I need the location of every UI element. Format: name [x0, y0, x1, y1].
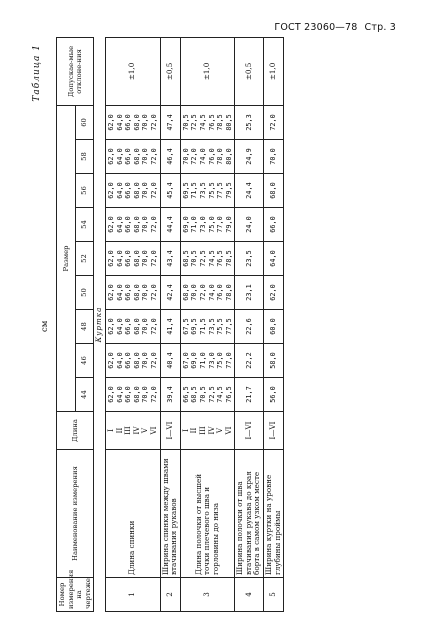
col-length: Длина — [57, 412, 94, 450]
page-number: Стр. 3 — [364, 22, 396, 33]
length-label: IV — [131, 426, 141, 435]
value: 73,5 — [198, 182, 207, 199]
table-row — [235, 37, 264, 611]
value: 74,5 — [198, 114, 207, 131]
value: 64,0 — [115, 284, 124, 301]
value: 68,0 — [132, 284, 141, 301]
value-cell — [235, 208, 264, 242]
value: 39,4 — [165, 386, 174, 403]
value-cell — [235, 242, 264, 276]
value: 71,5 — [190, 182, 199, 199]
row-tolerance: ±0,5 — [235, 37, 264, 105]
value: 78,0 — [216, 148, 225, 165]
value: 72,5 — [207, 386, 216, 403]
value-cell — [160, 105, 180, 139]
value-cell — [264, 276, 284, 310]
value: 78,5 — [224, 250, 233, 267]
row-number: 2 — [160, 578, 180, 612]
value: 75,5 — [216, 318, 225, 335]
value: 79,0 — [224, 216, 233, 233]
value: 66,0 — [124, 114, 133, 131]
value-cell — [105, 105, 160, 139]
value: 24,4 — [244, 182, 253, 199]
value: 64,0 — [115, 182, 124, 199]
value: 72,0 — [149, 114, 158, 131]
table-row — [105, 37, 160, 611]
value-cell — [235, 174, 264, 208]
value-cell — [160, 140, 180, 174]
value: 68,0 — [132, 182, 141, 199]
value: 75,5 — [207, 182, 216, 199]
value: 66,0 — [124, 386, 133, 403]
value-cell — [235, 310, 264, 344]
value-cell — [105, 174, 160, 208]
table-row — [264, 37, 284, 611]
value-cell — [264, 378, 284, 412]
value: 64,0 — [115, 250, 124, 267]
value: 67,0 — [181, 352, 190, 369]
value: 76,0 — [216, 284, 225, 301]
value: 79,5 — [224, 182, 233, 199]
value: 71,5 — [198, 318, 207, 335]
col-size-44: 44 — [75, 378, 94, 412]
value: 74,5 — [207, 250, 216, 267]
value-cell — [180, 105, 235, 139]
value: 70,0 — [141, 386, 150, 403]
value-cell — [160, 174, 180, 208]
value: 72,0 — [198, 284, 207, 301]
table-label: Таблица 1 — [32, 44, 42, 102]
value: 73,0 — [198, 216, 207, 233]
col-size-54: 54 — [75, 208, 94, 242]
value: 58,0 — [269, 352, 278, 369]
value: 72,0 — [149, 284, 158, 301]
value: 66,0 — [124, 216, 133, 233]
value-cell — [105, 140, 160, 174]
value: 66,0 — [124, 352, 133, 369]
value-cell — [235, 344, 264, 378]
value: 64,0 — [115, 114, 124, 131]
value: 72,0 — [149, 216, 158, 233]
value: 62,0 — [106, 250, 115, 267]
value-cell — [235, 105, 264, 139]
value-cell — [160, 378, 180, 412]
col-size-50: 50 — [75, 276, 94, 310]
value: 76,5 — [216, 250, 225, 267]
length-label: VI — [223, 426, 233, 435]
length-label: II — [189, 427, 199, 434]
value: 70,0 — [141, 250, 150, 267]
value: 62,0 — [106, 148, 115, 165]
value: 62,0 — [106, 318, 115, 335]
value-cell — [105, 276, 160, 310]
value: 70,0 — [141, 352, 150, 369]
value: 64,0 — [115, 148, 124, 165]
value: 62,0 — [106, 182, 115, 199]
value: 68,0 — [132, 386, 141, 403]
value: 74,0 — [198, 148, 207, 165]
value: 76,0 — [207, 148, 216, 165]
value: 75,0 — [216, 352, 225, 369]
col-size-60: 60 — [75, 105, 94, 139]
value: 64,0 — [115, 216, 124, 233]
row-name: Ширина полочки от шва втачивания рукава до края борта в самом узком месте — [235, 450, 264, 578]
value: 71,0 — [190, 216, 199, 233]
length-label: V — [140, 427, 150, 434]
section-row — [94, 37, 106, 611]
value: 25,3 — [244, 114, 253, 131]
value-cell — [264, 344, 284, 378]
value: 22,6 — [244, 318, 253, 335]
value: 72,0 — [149, 318, 158, 335]
value-cell — [264, 140, 284, 174]
value: 43,4 — [165, 250, 174, 267]
value: 62,0 — [106, 352, 115, 369]
row-number: 5 — [264, 578, 284, 612]
value-cell — [264, 310, 284, 344]
value: 47,4 — [165, 114, 174, 131]
value: 66,0 — [124, 318, 133, 335]
value: 72,0 — [149, 352, 158, 369]
value: 80,5 — [224, 114, 233, 131]
value: 73,5 — [207, 318, 216, 335]
value: 70,0 — [141, 182, 150, 199]
col-size-48: 48 — [75, 310, 94, 344]
value: 23,5 — [244, 250, 253, 267]
table-row — [160, 37, 180, 611]
value: 73,0 — [207, 352, 216, 369]
value-cell — [160, 344, 180, 378]
value: 62,0 — [106, 386, 115, 403]
value-cell — [264, 208, 284, 242]
value: 78,0 — [224, 284, 233, 301]
value-cell — [180, 208, 235, 242]
length-label: II — [114, 427, 124, 434]
value: 24,0 — [244, 216, 253, 233]
value: 68,0 — [269, 182, 278, 199]
measurements-table — [56, 37, 284, 612]
page-header — [274, 22, 396, 33]
value: 68,0 — [132, 216, 141, 233]
value: 68,0 — [181, 284, 190, 301]
value: 80,0 — [224, 148, 233, 165]
value: 62,0 — [269, 284, 278, 301]
value: 76,5 — [224, 386, 233, 403]
value: 62,0 — [106, 114, 115, 131]
row-tolerance: ±1,0 — [105, 37, 160, 105]
value: 72,5 — [190, 114, 199, 131]
value: 66,0 — [124, 148, 133, 165]
value: 69,5 — [181, 182, 190, 199]
value: 70,0 — [269, 148, 278, 165]
value: 72,0 — [149, 148, 158, 165]
value-cell — [105, 310, 160, 344]
length-label: VI — [148, 426, 158, 435]
row-lengths — [105, 412, 160, 450]
value-cell — [160, 276, 180, 310]
value-cell — [180, 378, 235, 412]
row-number: 1 — [105, 578, 160, 612]
value-cell — [264, 105, 284, 139]
length-label: III — [123, 426, 133, 435]
value: 70,0 — [141, 216, 150, 233]
value: 68,0 — [132, 148, 141, 165]
row-name: Ширина спинки между швами втачивания рукавов — [160, 450, 180, 578]
value: 70,0 — [190, 284, 199, 301]
value: 75,0 — [207, 216, 216, 233]
length-label: I — [180, 429, 190, 432]
value-cell — [160, 310, 180, 344]
col-number: Номер измерения на чертеже — [57, 578, 94, 612]
value-cell — [235, 276, 264, 310]
value: 72,0 — [269, 114, 278, 131]
value-cell — [264, 174, 284, 208]
value-cell — [160, 242, 180, 276]
value: 70,5 — [190, 250, 199, 267]
value: 46,4 — [165, 148, 174, 165]
value: 68,5 — [190, 386, 199, 403]
value: 69,0 — [190, 352, 199, 369]
gost-number: ГОСТ 23060—78 — [274, 22, 358, 33]
value-cell — [180, 344, 235, 378]
value: 22,2 — [244, 352, 253, 369]
row-number: 4 — [235, 578, 264, 612]
value: 68,0 — [132, 318, 141, 335]
row-lengths — [180, 412, 235, 450]
value-cell — [264, 242, 284, 276]
value: 77,5 — [216, 182, 225, 199]
row-name: Длина полочки от высшей точки плечевого шва и горловины до низа — [180, 450, 235, 578]
row-tolerance: ±1,0 — [264, 37, 284, 105]
table-row — [180, 37, 235, 611]
value: 77,0 — [216, 216, 225, 233]
length-label: IV — [206, 426, 216, 435]
length-label: I — [105, 429, 115, 432]
value-cell — [235, 140, 264, 174]
value-cell — [180, 242, 235, 276]
value: 66,0 — [269, 216, 278, 233]
value-cell — [180, 174, 235, 208]
length-label: I—VI — [243, 421, 253, 440]
row-lengths — [160, 412, 180, 450]
row-tolerance: ±0,5 — [160, 37, 180, 105]
value-cell — [105, 208, 160, 242]
value: 40,4 — [165, 352, 174, 369]
col-size-46: 46 — [75, 344, 94, 378]
section-label: Куртка — [94, 37, 106, 611]
value: 62,0 — [106, 216, 115, 233]
row-number: 3 — [180, 578, 235, 612]
value: 68,0 — [132, 250, 141, 267]
value: 69,0 — [181, 216, 190, 233]
value: 70,0 — [141, 284, 150, 301]
value: 70,0 — [141, 318, 150, 335]
length-label: V — [215, 427, 225, 434]
value: 45,4 — [165, 182, 174, 199]
row-lengths — [264, 412, 284, 450]
value: 74,5 — [216, 386, 225, 403]
value: 66,0 — [124, 182, 133, 199]
value: 71,0 — [198, 352, 207, 369]
value-cell — [160, 208, 180, 242]
value-cell — [105, 242, 160, 276]
value: 70,0 — [141, 114, 150, 131]
value: 70,0 — [181, 148, 190, 165]
value-cell — [180, 310, 235, 344]
value: 70,5 — [181, 114, 190, 131]
row-name: Длина спинки — [105, 450, 160, 578]
col-size-58: 58 — [75, 140, 94, 174]
value: 77,5 — [224, 318, 233, 335]
row-tolerance: ±1,0 — [180, 37, 235, 105]
value-cell — [180, 140, 235, 174]
value: 78,5 — [216, 114, 225, 131]
value: 41,4 — [165, 318, 174, 335]
value: 66,0 — [124, 250, 133, 267]
value: 64,0 — [115, 318, 124, 335]
col-size-group: Размер — [57, 105, 76, 411]
col-size-52: 52 — [75, 242, 94, 276]
col-name: Наименование измерения — [57, 450, 94, 578]
value: 67,5 — [181, 318, 190, 335]
value: 60,0 — [269, 318, 278, 335]
length-label: I—VI — [268, 421, 278, 440]
value: 72,0 — [190, 148, 199, 165]
value: 76,5 — [207, 114, 216, 131]
value: 23,1 — [244, 284, 253, 301]
value: 62,0 — [106, 284, 115, 301]
row-lengths — [235, 412, 264, 450]
value: 64,0 — [115, 386, 124, 403]
value: 74,0 — [207, 284, 216, 301]
value-cell — [105, 344, 160, 378]
value: 68,0 — [132, 114, 141, 131]
value: 68,0 — [132, 352, 141, 369]
row-name: Ширина куртки на уровне глубины проймы — [264, 450, 284, 578]
value-cell — [180, 276, 235, 310]
value: 21,7 — [244, 386, 253, 403]
value: 72,5 — [198, 250, 207, 267]
value: 66,0 — [124, 284, 133, 301]
value: 64,0 — [115, 352, 124, 369]
length-label: III — [197, 426, 207, 435]
value-cell — [105, 378, 160, 412]
value: 66,5 — [181, 386, 190, 403]
value: 56,0 — [269, 386, 278, 403]
value: 44,4 — [165, 216, 174, 233]
unit-label: см — [40, 320, 50, 332]
value: 64,0 — [269, 250, 278, 267]
col-tolerance: Допускае-мые отклоне-ния — [57, 37, 94, 105]
value: 72,0 — [149, 182, 158, 199]
value: 77,0 — [224, 352, 233, 369]
value: 42,4 — [165, 284, 174, 301]
value: 70,0 — [141, 148, 150, 165]
value: 68,5 — [181, 250, 190, 267]
value: 70,5 — [198, 386, 207, 403]
value: 72,0 — [149, 250, 158, 267]
value: 24,9 — [244, 148, 253, 165]
length-label: I—VI — [164, 421, 174, 440]
col-size-56: 56 — [75, 174, 94, 208]
rotated-table-page — [28, 38, 403, 612]
value-cell — [235, 378, 264, 412]
value: 72,0 — [149, 386, 158, 403]
value: 69,5 — [190, 318, 199, 335]
